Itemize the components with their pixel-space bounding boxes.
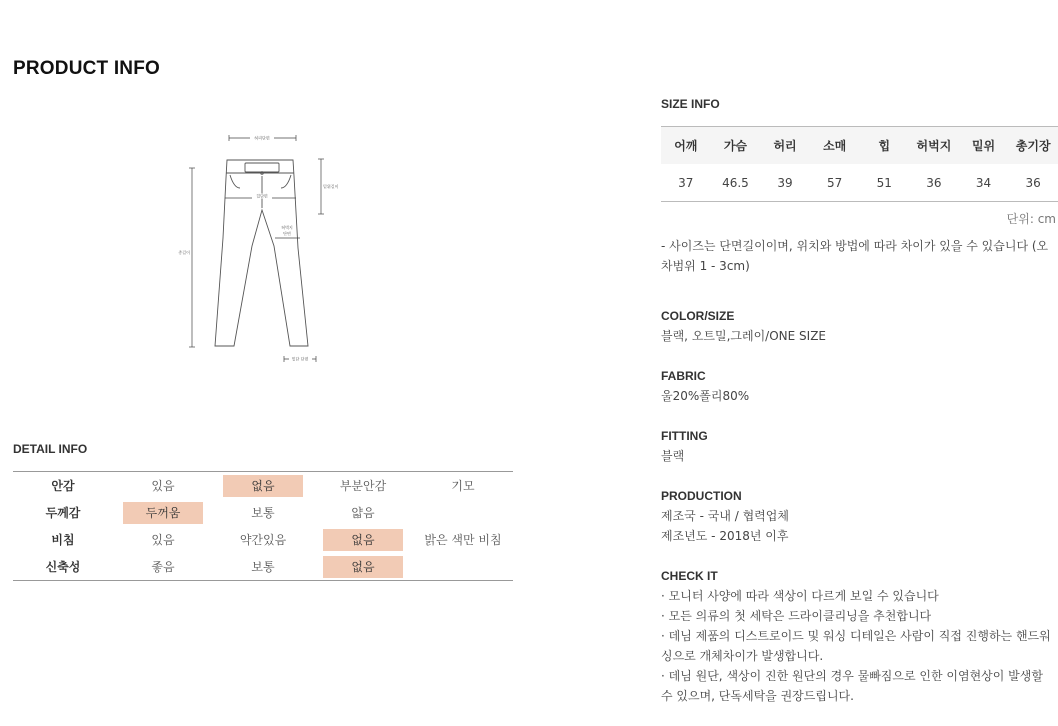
check-it-section bbox=[661, 566, 1058, 706]
detail-row bbox=[13, 472, 513, 500]
detail-option-selected: 없음 bbox=[323, 529, 403, 551]
detail-option-cell bbox=[413, 499, 513, 526]
diagram-label-thigh: 허벅지 bbox=[281, 225, 293, 230]
size-value-cell: 46.5 bbox=[722, 175, 749, 190]
color-size-value: 블랙, 오트밀,그레이/ONE SIZE bbox=[661, 329, 827, 343]
fitting-value: 블랙 bbox=[661, 449, 685, 463]
fabric-title: FABRIC bbox=[661, 369, 706, 383]
production-year: 제조년도 - 2018년 이후 bbox=[661, 529, 789, 543]
detail-row bbox=[13, 526, 513, 553]
fabric-section bbox=[661, 366, 1058, 406]
diagram-label-hip: 힙단면 bbox=[256, 193, 268, 199]
detail-option-cell bbox=[313, 526, 413, 553]
production-section bbox=[661, 486, 1058, 546]
size-value-cell: 36 bbox=[1025, 175, 1041, 190]
detail-option-selected: 두꺼움 bbox=[123, 502, 203, 524]
diagram-label-waist: 허리단면 bbox=[254, 135, 270, 141]
size-note: - 사이즈는 단면길이이며, 위치와 방법에 따라 차이가 있을 수 있습니다 (오차범위 1 - 3cm) bbox=[661, 239, 1049, 273]
size-value-cell: 37 bbox=[678, 175, 694, 190]
detail-row-label: 비침 bbox=[51, 533, 75, 547]
detail-option: 보통 bbox=[251, 559, 275, 574]
detail-info-title: DETAIL INFO bbox=[13, 442, 88, 456]
check-it-item: · 모든 의류의 첫 세탁은 드라이클리닝을 추천합니다 bbox=[661, 609, 932, 623]
size-header-cell: 밑위 bbox=[959, 127, 1009, 165]
detail-option-cell bbox=[213, 472, 313, 500]
fitting-section bbox=[661, 426, 1058, 466]
detail-option-cell bbox=[113, 499, 213, 526]
detail-option-selected: 없음 bbox=[323, 556, 403, 578]
size-header-cell: 힙 bbox=[860, 127, 910, 165]
page-title: PRODUCT INFO bbox=[13, 58, 161, 79]
diagram-label-hem: 밑단 단면 bbox=[291, 356, 309, 362]
detail-option: 좋음 bbox=[151, 559, 175, 574]
production-country: 제조국 - 국내 / 협력업체 bbox=[661, 509, 789, 523]
detail-info-table bbox=[13, 471, 513, 581]
pants-outline bbox=[215, 160, 308, 346]
fabric-value: 울20%폴리80% bbox=[661, 389, 750, 403]
size-value-cell: 57 bbox=[827, 175, 843, 190]
size-header-cell: 가슴 bbox=[711, 127, 761, 165]
detail-option-cell bbox=[413, 472, 513, 500]
detail-option: 있음 bbox=[151, 532, 175, 547]
detail-option-cell bbox=[213, 553, 313, 581]
detail-option-selected: 없음 bbox=[223, 475, 303, 497]
detail-option: 얇음 bbox=[351, 505, 375, 520]
detail-row bbox=[13, 553, 513, 581]
detail-option-cell bbox=[313, 553, 413, 581]
detail-option-cell bbox=[413, 526, 513, 553]
size-header-cell: 소매 bbox=[810, 127, 860, 165]
color-size-section bbox=[661, 306, 1058, 346]
length-dimension-line bbox=[189, 168, 195, 347]
size-info-title: SIZE INFO bbox=[661, 97, 720, 111]
size-value-cell: 34 bbox=[975, 175, 992, 190]
detail-option-cell bbox=[213, 499, 313, 526]
size-value-cell: 39 bbox=[777, 175, 793, 190]
color-size-title: COLOR/SIZE bbox=[661, 309, 735, 323]
production-title: PRODUCTION bbox=[661, 489, 742, 503]
diagram-label-length: 총길이 bbox=[178, 250, 190, 255]
size-header-cell: 어깨 bbox=[661, 127, 711, 165]
size-info-table bbox=[661, 126, 1058, 202]
check-it-item: · 데님 제품의 디스트로이드 및 워싱 디테일은 사람이 직접 진행하는 핸드워싱으로 개체차이가 발생합니다. bbox=[661, 629, 1051, 663]
size-header-cell: 총기장 bbox=[1008, 127, 1058, 165]
detail-row-label: 안감 bbox=[51, 479, 75, 493]
detail-option-cell bbox=[113, 526, 213, 553]
pants-illustration bbox=[170, 128, 340, 368]
detail-option-cell bbox=[113, 472, 213, 500]
detail-option-cell bbox=[313, 499, 413, 526]
fitting-title: FITTING bbox=[661, 429, 708, 443]
size-header-cell: 허벅지 bbox=[909, 127, 959, 165]
size-value-cell: 36 bbox=[926, 175, 942, 190]
size-value-cell: 51 bbox=[876, 175, 892, 190]
detail-option-cell bbox=[313, 472, 413, 500]
detail-option-cell bbox=[213, 526, 313, 553]
detail-option: 있음 bbox=[151, 478, 175, 493]
detail-option-cell bbox=[413, 553, 513, 581]
detail-option: 보통 bbox=[251, 505, 275, 520]
pants-size-diagram bbox=[170, 128, 340, 368]
size-unit: 단위: cm bbox=[1006, 212, 1056, 226]
check-it-item: · 모니터 사양에 따라 색상이 다르게 보일 수 있습니다 bbox=[661, 589, 939, 603]
diagram-label-rise: 밑위길이 bbox=[323, 184, 339, 189]
detail-row bbox=[13, 499, 513, 526]
detail-option: 밝은 색만 비침 bbox=[424, 532, 502, 547]
size-header-cell: 허리 bbox=[760, 127, 810, 165]
detail-option: 약간있음 bbox=[239, 532, 287, 547]
detail-option-cell bbox=[113, 553, 213, 581]
detail-row-label: 신축성 bbox=[45, 560, 81, 574]
check-it-item: · 데님 원단, 색상이 진한 원단의 경우 물빠짐으로 인한 이염현상이 발생할 수 있으며, 단독세탁을 권장드립니다. bbox=[661, 669, 1043, 703]
check-it-title: CHECK IT bbox=[661, 569, 718, 583]
diagram-label-thigh-section: 단면 bbox=[283, 231, 291, 236]
detail-option: 부분안감 bbox=[339, 478, 387, 493]
detail-row-label: 두께감 bbox=[45, 506, 81, 520]
detail-option: 기모 bbox=[451, 478, 475, 493]
